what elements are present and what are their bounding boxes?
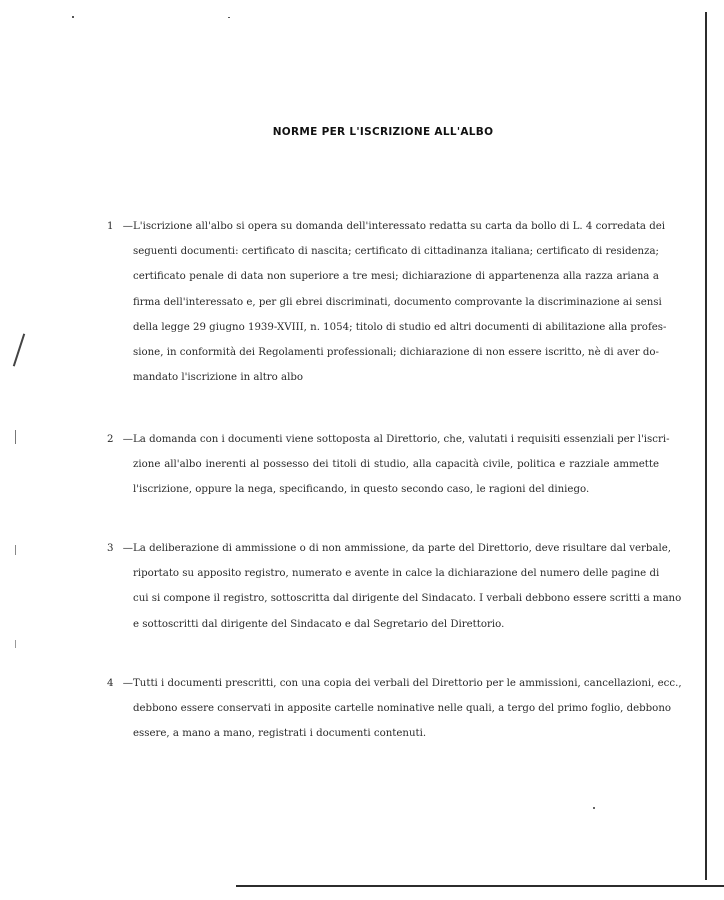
scan-mark <box>15 640 16 648</box>
scan-speck <box>72 16 74 18</box>
paragraph-line <box>107 452 659 477</box>
paragraph-line <box>107 586 682 611</box>
line-text: cui si compone il registro, sottoscritta dal dirigente del Sindacato. I verbali debbono essere scritti a mano <box>133 593 682 605</box>
line-text: seguenti documenti: certificato di nascita; certificato di cittadinanza italiana; certificato di residenza; <box>133 246 659 258</box>
line-text: della legge 29 giugno 1939-XVIII, n. 1054; titolo di studio ed altri documenti di abilitazione alla profes- <box>133 321 667 333</box>
line-text: e sottoscritti dal dirigente del Sindacato e dal Segretario del Direttorio. <box>133 618 505 630</box>
line-text: essere, a mano a mano, registrati i documenti contenuti. <box>133 728 427 740</box>
paragraph-line <box>107 477 659 502</box>
paragraph-line <box>107 671 682 696</box>
paragraph-3 <box>107 536 682 637</box>
paragraph-line <box>107 340 659 365</box>
line-text: Tutti i documenti prescritti, con una copia dei verbali del Direttorio per le ammissioni, cancellazioni, ecc., <box>133 678 682 689</box>
paragraph-line <box>107 214 666 239</box>
line-text: mandato l'iscrizione in altro albo <box>133 372 304 384</box>
paragraph-line <box>107 561 659 586</box>
page-title: NORME PER L'ISCRIZIONE ALL'ALBO <box>272 126 494 138</box>
line-text: riportato su apposito registro, numerato e avente in calce la dichiarazione del numero delle pagine di <box>133 568 660 580</box>
line-text: sione, in conformità dei Regolamenti professionali; dichiarazione di non essere iscritto, nè di aver do- <box>133 347 659 359</box>
line-text: l'iscrizione, oppure la nega, specificando, in questo secondo caso, le ragioni del diniego. <box>133 484 590 496</box>
paragraph-line <box>107 290 662 315</box>
scan-edge-right <box>705 12 707 880</box>
paragraph-line <box>107 239 659 264</box>
paragraph-number: 3 — <box>107 543 133 554</box>
paragraph-line <box>107 536 672 561</box>
paragraph-1 <box>107 214 667 390</box>
scan-edge-bottom <box>236 885 724 887</box>
paragraph-number: 2 — <box>107 434 133 445</box>
line-text: La domanda con i documenti viene sottoposta al Direttorio, che, valutati i requisiti essenziali per l'iscri- <box>133 434 670 445</box>
line-text: La deliberazione di ammissione o di non ammissione, da parte del Direttorio, deve risultare dal verbale, <box>133 543 672 554</box>
paragraph-2 <box>107 427 670 503</box>
line-text: firma dell'interessato e, per gli ebrei discriminati, documento comprovante la discriminazione ai sensi <box>133 296 662 308</box>
paragraph-line <box>107 315 667 340</box>
paragraph-line <box>107 721 659 746</box>
line-text: L'iscrizione all'albo si opera su domanda dell'interessato redatta su carta da bollo di L. 4 corredata dei <box>133 221 666 232</box>
paragraph-line <box>107 264 659 289</box>
line-text: zione all'albo inerenti al possesso dei titoli di studio, alla capacità civile, politica e razziale ammette <box>133 459 659 471</box>
paragraph-line <box>107 427 670 452</box>
scan-mark <box>15 430 16 444</box>
scan-mark <box>15 545 16 555</box>
scan-speck <box>228 17 230 18</box>
scan-speck <box>593 807 595 809</box>
scan-mark <box>13 334 25 367</box>
paragraph-line <box>107 365 659 390</box>
paragraph-4 <box>107 671 682 747</box>
paragraph-number: 1 — <box>107 221 133 232</box>
paragraph-number: 4 — <box>107 678 133 689</box>
paragraph-line <box>107 696 672 721</box>
line-text: debbono essere conservati in apposite cartelle nominative nelle quali, a tergo del primo foglio, debbono <box>133 703 672 715</box>
line-text: certificato penale di data non superiore a tre mesi; dichiarazione di appartenenza alla razza ariana a <box>133 271 659 283</box>
paragraph-line <box>107 612 659 637</box>
